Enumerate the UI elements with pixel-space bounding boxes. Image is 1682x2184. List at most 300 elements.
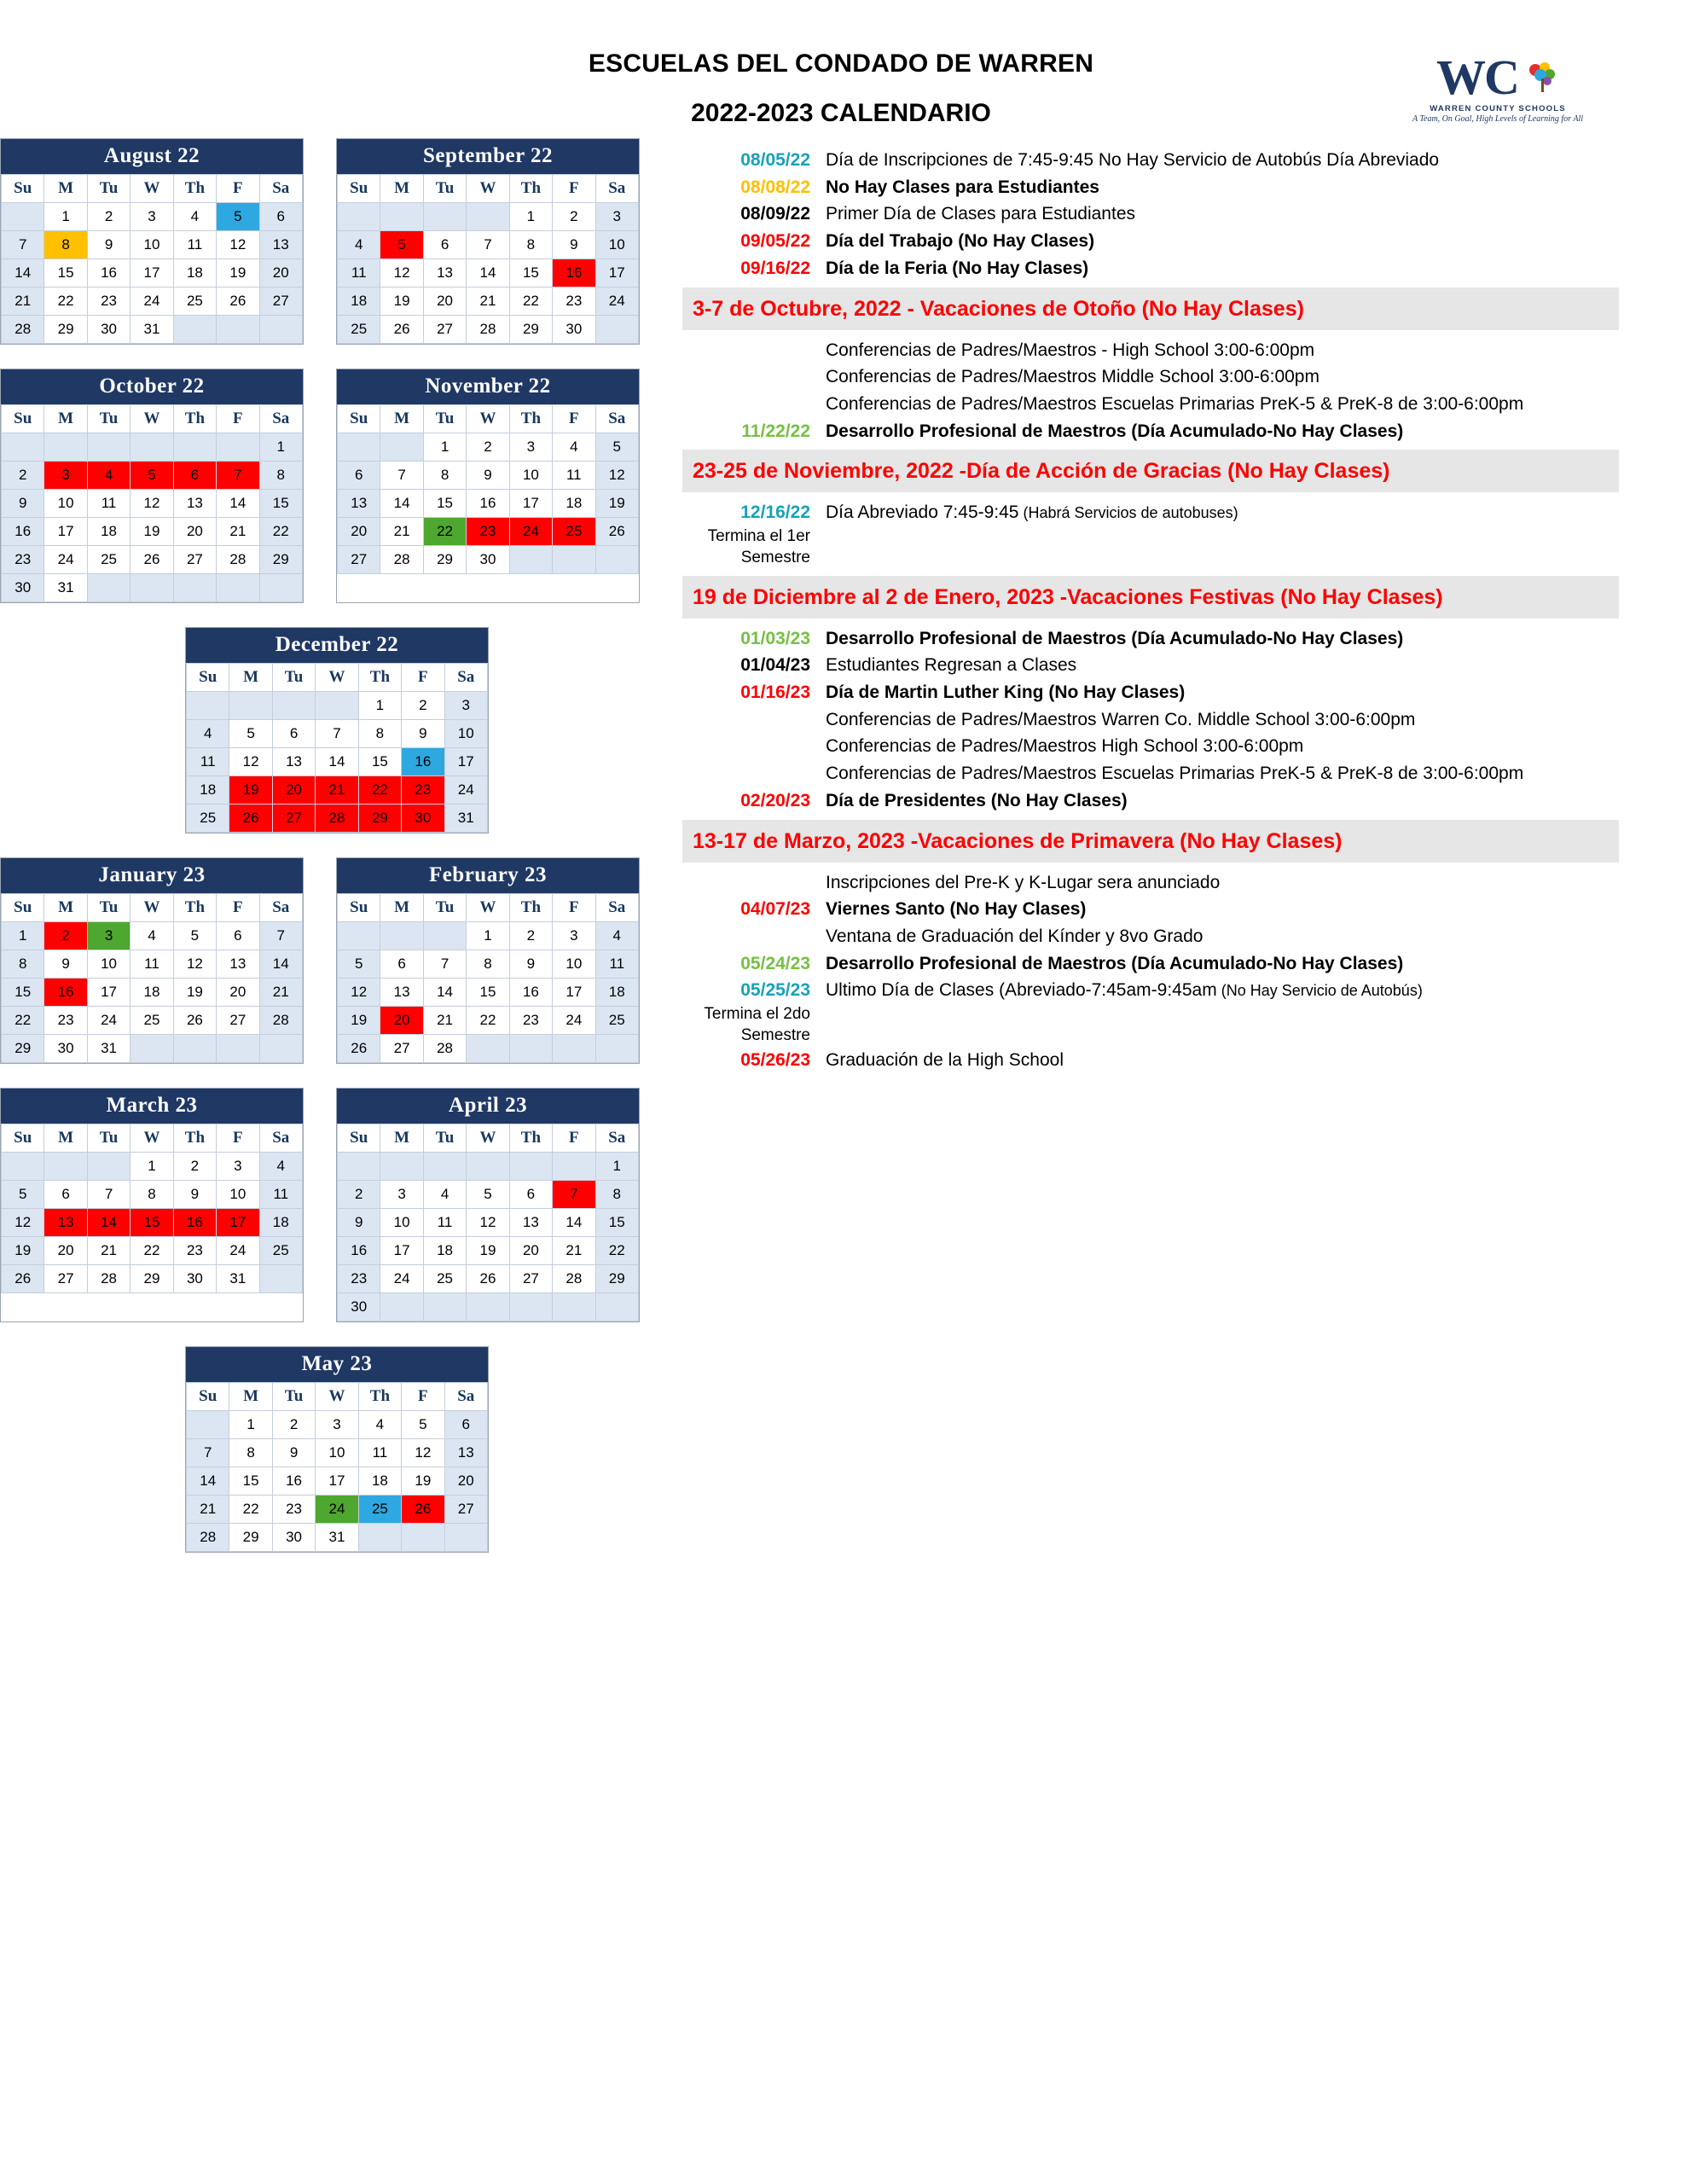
day-cell: 8 — [423, 462, 466, 490]
weekday-header: Sa — [259, 405, 302, 433]
day-cell: 17 — [130, 259, 173, 288]
day-cell: 20 — [217, 979, 259, 1007]
week-row — [338, 1007, 639, 1035]
empty-day-cell — [553, 546, 595, 574]
weekday-header: M — [229, 664, 272, 692]
weekday-header: W — [130, 405, 173, 433]
event-description: Día Abreviado 7:45-9:45 (Habrá Servicios de autobuses) — [826, 502, 1238, 523]
day-cell: 20 — [380, 1007, 423, 1035]
calendar-row-4 — [0, 857, 674, 1064]
day-cell: 2 — [509, 922, 552, 950]
day-cell: 30 — [44, 1035, 87, 1063]
month-calendar — [0, 857, 304, 1064]
weekday-header: Tu — [87, 405, 130, 433]
day-cell: 26 — [402, 1496, 444, 1524]
day-cell: 14 — [380, 490, 423, 518]
day-cell: 28 — [423, 1035, 466, 1063]
day-cell: 27 — [380, 1035, 423, 1063]
day-cell: 15 — [423, 490, 466, 518]
empty-day-cell — [509, 1035, 552, 1063]
month-title: May 23 — [186, 1347, 488, 1382]
event-date — [682, 869, 826, 871]
day-cell: 30 — [272, 1524, 315, 1552]
day-cell: 10 — [316, 1439, 358, 1467]
day-cell: 1 — [595, 1153, 638, 1181]
week-row — [2, 950, 303, 979]
day-cell: 12 — [467, 1209, 509, 1237]
weekday-header: Su — [338, 405, 380, 433]
week-row — [338, 288, 639, 316]
event-date — [682, 733, 826, 735]
event-row — [682, 499, 1629, 525]
page-title: ESCUELAS DEL CONDADO DE WARREN — [588, 49, 1094, 78]
event-description: Ultimo Día de Clases (Abreviado-7:45am-9:45am (No Hay Servicio de Autobús) — [826, 980, 1423, 1001]
event-description-note: (No Hay Servicio de Autobús) — [1216, 982, 1423, 1000]
empty-day-cell — [316, 692, 358, 720]
day-cell: 6 — [423, 231, 466, 259]
empty-day-cell — [2, 433, 44, 462]
weekday-header: M — [380, 894, 423, 922]
day-cell: 25 — [173, 288, 216, 316]
page-subtitle: 2022-2023 CALENDARIO — [691, 99, 991, 127]
day-cell: 12 — [380, 259, 423, 288]
day-cell: 28 — [553, 1265, 595, 1293]
day-cell: 19 — [467, 1237, 509, 1265]
day-cell: 10 — [217, 1181, 259, 1209]
calendar-row-2 — [0, 369, 674, 603]
day-cell: 11 — [423, 1209, 466, 1237]
day-cell: 29 — [358, 804, 401, 833]
empty-day-cell — [358, 1524, 401, 1552]
week-row — [338, 231, 639, 259]
day-cell: 9 — [173, 1181, 216, 1209]
empty-day-cell — [259, 1265, 302, 1293]
empty-day-cell — [173, 1035, 216, 1063]
day-cell: 7 — [87, 1181, 130, 1209]
event-description: Conferencias de Padres/Maestros Warren Co. Middle School 3:00-6:00pm — [826, 709, 1416, 729]
day-cell: 19 — [2, 1237, 44, 1265]
month-grid — [186, 1382, 488, 1552]
semester-note: Termina el 1er Semestre — [707, 527, 810, 566]
day-cell: 21 — [87, 1237, 130, 1265]
month-grid — [1, 404, 303, 602]
weekday-header: Th — [509, 894, 552, 922]
day-cell: 14 — [187, 1467, 229, 1496]
event-list — [682, 138, 1629, 1072]
weekday-header: Su — [2, 175, 44, 203]
week-row — [2, 979, 303, 1007]
day-cell: 25 — [553, 518, 595, 546]
event-description: Primer Día de Clases para Estudiantes — [826, 204, 1135, 224]
day-cell: 17 — [380, 1237, 423, 1265]
day-cell: 12 — [338, 979, 380, 1007]
day-cell: 10 — [44, 490, 87, 518]
week-row — [2, 259, 303, 288]
weekday-header: F — [217, 175, 259, 203]
event-row — [682, 200, 1629, 226]
day-cell: 14 — [259, 950, 302, 979]
weekday-header: Tu — [87, 1124, 130, 1153]
empty-day-cell — [380, 1153, 423, 1181]
weekday-header: M — [380, 175, 423, 203]
event-row — [682, 869, 1629, 895]
logo-motto: A Team, On Goal, High Levels of Learning for All — [1412, 113, 1584, 124]
day-cell: 7 — [2, 231, 44, 259]
weekday-header: Sa — [259, 175, 302, 203]
month-title: September 22 — [337, 139, 639, 174]
event-row — [682, 1047, 1629, 1072]
event-description: Estudiantes Regresan a Clases — [826, 655, 1077, 676]
day-cell: 1 — [229, 1411, 272, 1439]
day-cell: 1 — [130, 1153, 173, 1181]
day-cell: 4 — [173, 203, 216, 231]
weekday-header: Tu — [87, 894, 130, 922]
weekday-header: M — [229, 1383, 272, 1411]
day-cell: 20 — [509, 1237, 552, 1265]
month-title: August 22 — [1, 139, 303, 174]
event-date: 08/05/22 — [740, 150, 810, 170]
day-cell: 1 — [423, 433, 466, 462]
logo-district-name: WARREN COUNTY SCHOOLS — [1430, 103, 1566, 113]
day-cell: 2 — [2, 462, 44, 490]
day-cell: 7 — [553, 1181, 595, 1209]
holiday-banner: 23-25 de Noviembre, 2022 -Día de Acción de Gracias (No Hay Clases) — [682, 450, 1619, 492]
day-cell: 12 — [217, 231, 259, 259]
day-cell: 6 — [44, 1181, 87, 1209]
day-cell: 15 — [467, 979, 509, 1007]
day-cell: 21 — [2, 288, 44, 316]
weekday-header: F — [402, 664, 444, 692]
event-date: 08/09/22 — [740, 204, 810, 224]
weekday-header: W — [130, 894, 173, 922]
weekday-header: Sa — [259, 894, 302, 922]
empty-day-cell — [380, 203, 423, 231]
day-cell: 26 — [130, 546, 173, 574]
weekday-header: Su — [338, 175, 380, 203]
day-cell: 11 — [259, 1181, 302, 1209]
empty-day-cell — [217, 433, 259, 462]
day-cell: 25 — [187, 804, 229, 833]
event-description: Conferencias de Padres/Maestros - High School 3:00-6:00pm — [826, 340, 1315, 360]
day-cell: 27 — [338, 546, 380, 574]
event-description: Desarrollo Profesional de Maestros (Día Acumulado-No Hay Clases) — [826, 421, 1404, 441]
event-date — [682, 337, 826, 339]
day-cell: 27 — [44, 1265, 87, 1293]
empty-day-cell — [595, 546, 638, 574]
event-date — [682, 391, 826, 392]
day-cell: 13 — [259, 231, 302, 259]
event-row — [682, 679, 1629, 705]
day-cell: 19 — [217, 259, 259, 288]
month-calendar — [0, 1088, 304, 1322]
event-row — [682, 363, 1629, 389]
day-cell: 23 — [44, 1007, 87, 1035]
day-cell: 17 — [509, 490, 552, 518]
day-cell: 16 — [509, 979, 552, 1007]
day-cell: 11 — [358, 1439, 401, 1467]
day-cell: 14 — [423, 979, 466, 1007]
event-row — [682, 760, 1629, 786]
day-cell: 3 — [130, 203, 173, 231]
week-row — [338, 316, 639, 344]
empty-day-cell — [553, 1153, 595, 1181]
week-row — [338, 203, 639, 231]
event-row — [682, 706, 1629, 732]
day-cell: 23 — [2, 546, 44, 574]
day-cell: 17 — [553, 979, 595, 1007]
day-cell: 10 — [595, 231, 638, 259]
day-cell: 23 — [338, 1265, 380, 1293]
event-description: Conferencias de Padres/Maestros Middle School 3:00-6:00pm — [826, 367, 1320, 387]
weekday-header: Th — [509, 1124, 552, 1153]
day-cell: 26 — [595, 518, 638, 546]
day-cell: 12 — [2, 1209, 44, 1237]
day-cell: 2 — [44, 922, 87, 950]
day-cell: 11 — [553, 462, 595, 490]
event-description: Inscripciones del Pre-K y K-Lugar sera anunciado — [826, 872, 1221, 892]
day-cell: 14 — [217, 490, 259, 518]
day-cell: 16 — [402, 748, 444, 776]
day-cell: 10 — [130, 231, 173, 259]
day-cell: 26 — [217, 288, 259, 316]
week-row — [338, 1181, 639, 1209]
day-cell: 11 — [187, 748, 229, 776]
day-cell: 11 — [130, 950, 173, 979]
day-cell: 14 — [316, 748, 358, 776]
day-cell: 4 — [338, 231, 380, 259]
day-cell: 8 — [229, 1439, 272, 1467]
empty-day-cell — [259, 574, 302, 602]
empty-day-cell — [553, 1293, 595, 1321]
day-cell: 7 — [259, 922, 302, 950]
empty-day-cell — [130, 1035, 173, 1063]
day-cell: 24 — [44, 546, 87, 574]
day-cell: 13 — [423, 259, 466, 288]
empty-day-cell — [509, 546, 552, 574]
event-row — [682, 625, 1629, 651]
day-cell: 29 — [595, 1265, 638, 1293]
event-date: 01/04/23 — [740, 655, 810, 676]
day-cell: 23 — [553, 288, 595, 316]
event-row — [682, 418, 1629, 444]
day-cell: 27 — [444, 1496, 487, 1524]
empty-day-cell — [467, 203, 509, 231]
day-cell: 10 — [509, 462, 552, 490]
day-cell: 15 — [130, 1209, 173, 1237]
day-cell: 18 — [130, 979, 173, 1007]
month-calendar — [336, 369, 640, 603]
event-date: 05/25/23 — [740, 980, 810, 1001]
day-cell: 15 — [44, 259, 87, 288]
day-cell: 5 — [2, 1181, 44, 1209]
event-description: Conferencias de Padres/Maestros High School 3:00-6:00pm — [826, 736, 1304, 757]
empty-day-cell — [259, 316, 302, 344]
day-cell: 27 — [423, 316, 466, 344]
day-cell: 9 — [44, 950, 87, 979]
day-cell: 23 — [87, 288, 130, 316]
empty-day-cell — [87, 574, 130, 602]
event-date — [682, 363, 826, 365]
day-cell: 16 — [44, 979, 87, 1007]
day-cell: 11 — [87, 490, 130, 518]
day-cell: 11 — [595, 950, 638, 979]
day-cell: 18 — [187, 776, 229, 804]
day-cell: 10 — [87, 950, 130, 979]
day-cell: 18 — [259, 1209, 302, 1237]
day-cell: 6 — [217, 922, 259, 950]
day-cell: 29 — [259, 546, 302, 574]
week-row — [2, 316, 303, 344]
day-cell: 13 — [173, 490, 216, 518]
month-title: October 22 — [1, 369, 303, 404]
holiday-banner: 3-7 de Octubre, 2022 - Vacaciones de Otoño (No Hay Clases) — [682, 288, 1619, 330]
day-cell: 28 — [259, 1007, 302, 1035]
event-date — [682, 923, 826, 925]
week-row — [2, 546, 303, 574]
day-cell: 2 — [402, 692, 444, 720]
weekday-header: Tu — [423, 894, 466, 922]
event-date: 04/07/23 — [740, 899, 810, 920]
empty-day-cell — [595, 1035, 638, 1063]
week-row — [2, 518, 303, 546]
empty-day-cell — [423, 922, 466, 950]
event-description: Día de Presidentes (No Hay Clases) — [826, 790, 1128, 810]
weekday-header: Su — [338, 1124, 380, 1153]
day-cell: 27 — [173, 546, 216, 574]
day-cell: 16 — [553, 259, 595, 288]
weekday-header: Th — [173, 175, 216, 203]
week-row — [338, 546, 639, 574]
day-cell: 19 — [338, 1007, 380, 1035]
empty-day-cell — [338, 922, 380, 950]
week-row — [2, 574, 303, 602]
logo-monogram: WC — [1436, 49, 1518, 105]
day-cell: 3 — [595, 203, 638, 231]
day-cell: 17 — [444, 748, 487, 776]
day-cell: 22 — [423, 518, 466, 546]
day-cell: 26 — [173, 1007, 216, 1035]
day-cell: 5 — [338, 950, 380, 979]
day-cell: 21 — [423, 1007, 466, 1035]
empty-day-cell — [423, 1293, 466, 1321]
day-cell: 1 — [259, 433, 302, 462]
empty-day-cell — [595, 316, 638, 344]
weekday-header: Th — [173, 894, 216, 922]
week-row — [2, 433, 303, 462]
event-row — [682, 923, 1629, 949]
weekday-header: Sa — [595, 175, 638, 203]
weekday-header: F — [402, 1383, 444, 1411]
day-cell: 21 — [187, 1496, 229, 1524]
day-cell: 5 — [380, 231, 423, 259]
day-cell: 28 — [316, 804, 358, 833]
day-cell: 22 — [358, 776, 401, 804]
day-cell: 2 — [467, 433, 509, 462]
day-cell: 31 — [130, 316, 173, 344]
week-row — [2, 1265, 303, 1293]
empty-day-cell — [509, 1153, 552, 1181]
holiday-banner: 13-17 de Marzo, 2023 -Vacaciones de Primavera (No Hay Clases) — [682, 820, 1619, 863]
day-cell: 30 — [467, 546, 509, 574]
weekday-header: F — [553, 894, 595, 922]
day-cell: 13 — [272, 748, 315, 776]
day-cell: 14 — [467, 259, 509, 288]
day-cell: 22 — [130, 1237, 173, 1265]
week-row — [2, 922, 303, 950]
event-row — [682, 228, 1629, 253]
day-cell: 29 — [2, 1035, 44, 1063]
day-cell: 13 — [44, 1209, 87, 1237]
day-cell: 6 — [338, 462, 380, 490]
event-description: Día de la Feria (No Hay Clases) — [826, 258, 1089, 278]
day-cell: 24 — [553, 1007, 595, 1035]
week-row — [187, 1524, 488, 1552]
empty-day-cell — [173, 433, 216, 462]
day-cell: 11 — [173, 231, 216, 259]
day-cell: 8 — [2, 950, 44, 979]
empty-day-cell — [229, 692, 272, 720]
weekday-header: W — [130, 1124, 173, 1153]
day-cell: 26 — [229, 804, 272, 833]
event-date: 09/05/22 — [740, 231, 810, 252]
day-cell: 24 — [444, 776, 487, 804]
day-cell: 23 — [173, 1237, 216, 1265]
day-cell: 4 — [87, 462, 130, 490]
empty-day-cell — [173, 574, 216, 602]
day-cell: 7 — [187, 1439, 229, 1467]
weekday-header: Sa — [444, 1383, 487, 1411]
day-cell: 5 — [402, 1411, 444, 1439]
month-grid — [1, 1124, 303, 1293]
event-row — [682, 787, 1629, 813]
day-cell: 22 — [467, 1007, 509, 1035]
day-cell: 3 — [44, 462, 87, 490]
day-cell: 20 — [44, 1237, 87, 1265]
week-row — [2, 1035, 303, 1063]
day-cell: 8 — [259, 462, 302, 490]
week-row — [2, 231, 303, 259]
weekday-header: Th — [509, 405, 552, 433]
calendar-row-6 — [0, 1346, 674, 1553]
empty-day-cell — [402, 1524, 444, 1552]
day-cell: 25 — [259, 1237, 302, 1265]
month-title: April 23 — [337, 1089, 639, 1124]
day-cell: 29 — [423, 546, 466, 574]
day-cell: 22 — [2, 1007, 44, 1035]
month-calendar — [336, 138, 640, 345]
weekday-header: M — [380, 1124, 423, 1153]
event-date: 11/22/22 — [741, 421, 810, 441]
weekday-header: Su — [2, 1124, 44, 1153]
day-cell: 8 — [595, 1181, 638, 1209]
weekday-header: Th — [173, 1124, 216, 1153]
weekday-header: Sa — [444, 664, 487, 692]
day-cell: 8 — [509, 231, 552, 259]
district-logo — [1395, 41, 1600, 135]
event-description: Desarrollo Profesional de Maestros (Día Acumulado-No Hay Clases) — [826, 628, 1404, 648]
day-cell: 4 — [358, 1411, 401, 1439]
empty-day-cell — [467, 1153, 509, 1181]
day-cell: 24 — [380, 1265, 423, 1293]
day-cell: 28 — [467, 316, 509, 344]
day-cell: 24 — [595, 288, 638, 316]
day-cell: 23 — [467, 518, 509, 546]
weekday-header: Tu — [423, 1124, 466, 1153]
day-cell: 7 — [380, 462, 423, 490]
day-cell: 2 — [553, 203, 595, 231]
day-cell: 3 — [316, 1411, 358, 1439]
day-cell: 12 — [595, 462, 638, 490]
